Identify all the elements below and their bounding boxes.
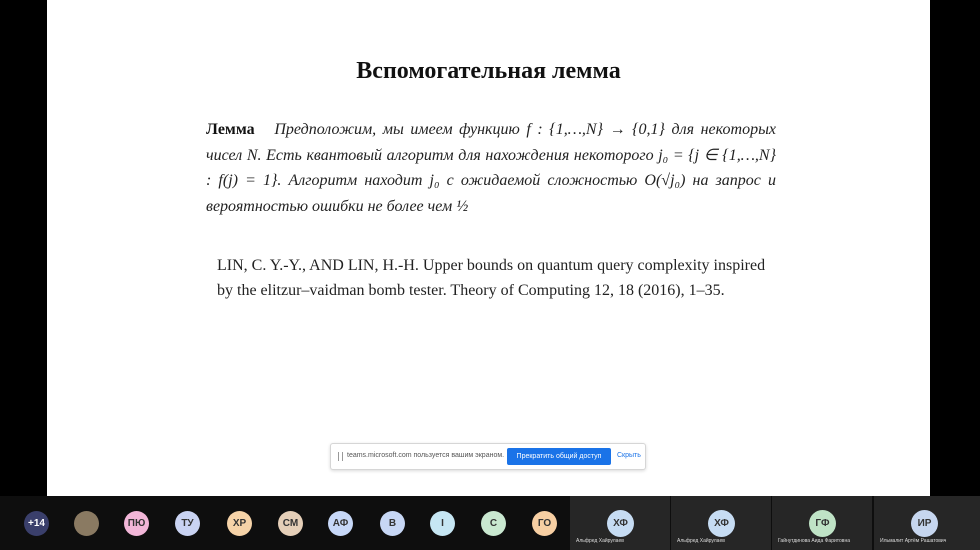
lemma-label: Лемма [206,121,255,138]
participant-avatar[interactable]: ТУ [175,511,200,536]
share-status-text: teams.microsoft.com пользуется вашим экраном. [347,452,505,459]
participant-name: Ильмалит Артём Рашатович [880,538,947,544]
drag-handle-icon[interactable] [338,452,343,461]
participant-avatar[interactable]: ГО [532,511,557,536]
participant-avatar: ГФ [809,510,836,537]
participant-avatar[interactable]: С [481,511,506,536]
slide-title: Вспомогательная лемма [356,58,621,84]
stop-sharing-button[interactable]: Прекратить общий доступ [507,448,611,465]
participant-name: Гайнутдинова Аида Фаритовна [778,538,850,544]
participant-photo-avatar[interactable] [74,511,99,536]
participant-avatar[interactable]: АФ [328,511,353,536]
participant-avatar: ХФ [708,510,735,537]
participant-video-tile[interactable] [570,496,670,550]
screen-share-bar [330,443,646,470]
participant-avatar[interactable]: СМ [278,511,303,536]
participant-name: Альфред Хайрулаев [576,538,624,544]
participant-video-tile[interactable] [671,496,771,550]
participant-avatar[interactable]: ХР [227,511,252,536]
participant-video-tile[interactable] [874,496,980,550]
participant-avatar: ХФ [607,510,634,537]
lemma-text: Предположим, мы имеем функцию f : {1,…,N} → {0,1} для некоторых чисел N. Есть квантовый алгоритм для нахождения некоторого j₀ = {j ∈ {1,…,N} : f(j) = 1}. Алгоритм находит j₀ с ожидаемой сложностью O(√j₀) на запрос и вероятностью ошибки не более чем ½ [206,121,777,215]
reference-text: LIN, C. Y.-Y., AND LIN, H.-H. Upper bounds on quantum query complexity inspired by the elitzur–vaidman bomb tester. Theory of Computing 12, 18 (2016), 1–35. [217,257,766,299]
hide-button[interactable]: Скрыть [617,452,641,459]
participant-name: Альфред Хайрулаев [677,538,725,544]
shared-slide [47,0,930,496]
participant-avatar[interactable]: ПЮ [124,511,149,536]
more-participants-button[interactable]: +14 [24,511,49,536]
lemma-block [206,117,776,219]
participant-avatar[interactable]: І [430,511,455,536]
participant-avatar: ИР [911,510,938,537]
participant-video-tile[interactable] [772,496,872,550]
participant-avatar[interactable]: В [380,511,405,536]
